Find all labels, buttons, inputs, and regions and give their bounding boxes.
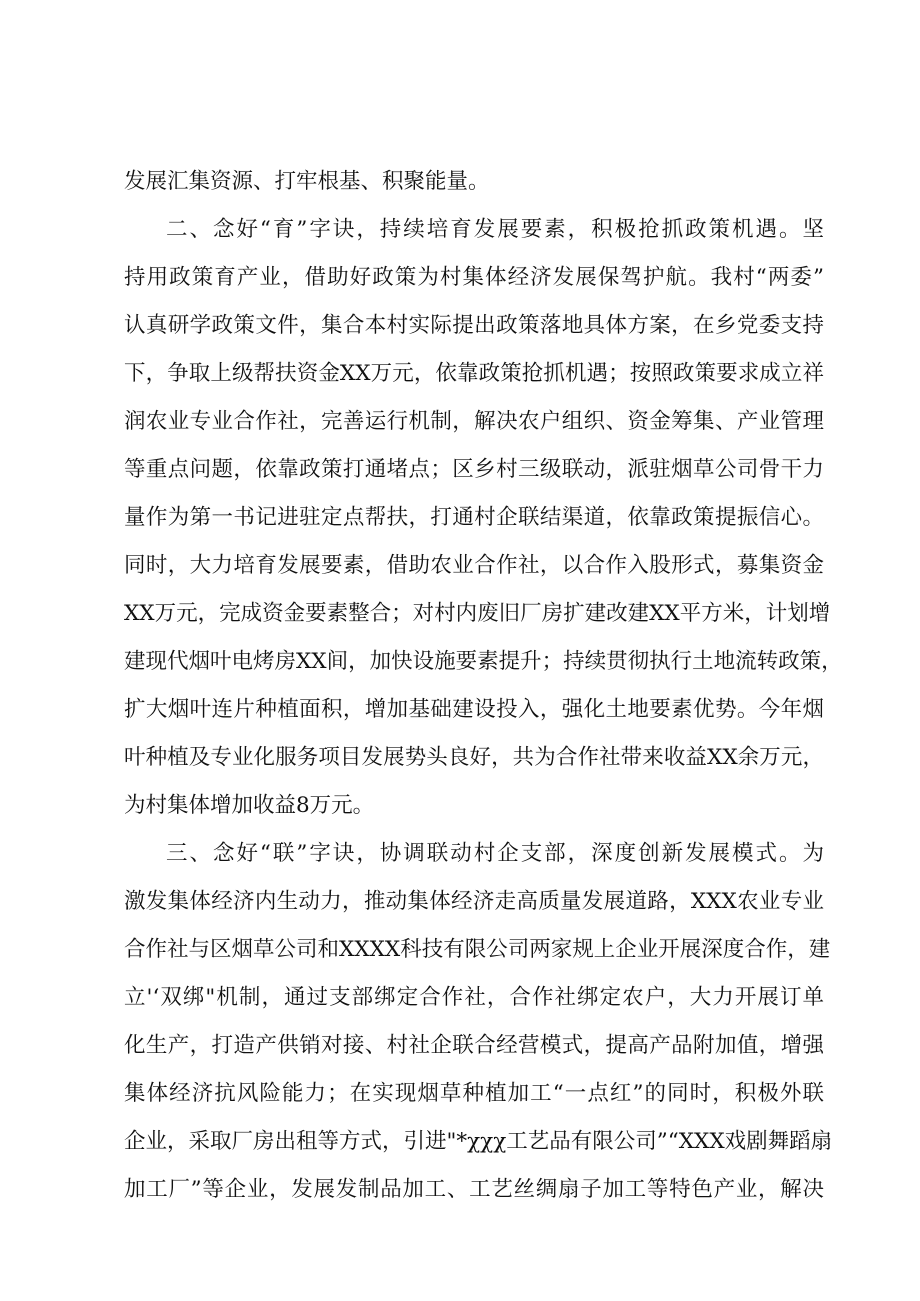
paragraph-3-line-3: 合作社与区烟草公司和XXXX科技有限公司两家规上企业开展深度合作，建 <box>124 937 831 962</box>
paragraph-2-line-2: 持用政策育产业，借助好政策为村集体经济发展保驾护航。我村“两委” <box>124 265 824 290</box>
paragraph-2-line-11: 扩大烟叶连片种植面积，增加基础建设投入，强化土地要素优势。今年烟 <box>124 697 824 722</box>
paragraph-2-line-10: 建现代烟叶电烤房XX间，加快设施要素提升；持续贯彻执行土地流转政策， <box>124 649 843 674</box>
paragraph-2-line-6: 等重点问题，依靠政策打通堵点；区乡村三级联动，派驻烟草公司骨干力 <box>124 457 824 482</box>
paragraph-3-line-2: 激发集体经济内生动力，推动集体经济走高质量发展道路，XXX农业专业 <box>124 889 824 914</box>
paragraph-3-line-4: 立'‘双绑"机制，通过支部绑定合作社，合作社绑定农户，大力开展订单 <box>124 985 824 1010</box>
paragraph-3-line-5: 化生产，打造产供销对接、村社企联合经营模式，提高产品附加值，增强 <box>124 1033 824 1058</box>
paragraph-2-line-7: 量作为第一书记进驻定点帮扶，打通村企联结渠道，依靠政策提振信心。 <box>124 505 824 530</box>
paragraph-2-line-9: XX万元，完成资金要素整合；对村内废旧厂房扩建改建XX平方米，计划增 <box>124 601 831 626</box>
paragraph-2-line-5: 润农业专业合作社，完善运行机制，解决农户组织、资金筹集、产业管理 <box>124 409 824 434</box>
paragraph-2-line-12: 叶种植及专业化服务项目发展势头良好，共为合作社带来收益XX余万元， <box>124 745 824 770</box>
paragraph-2-line-13: 为村集体增加收益8万元。 <box>124 793 375 818</box>
paragraph-3-line-6: 集体经济抗风险能力；在实现烟草种植加工“一点红”的同时，积极外联 <box>124 1081 824 1106</box>
paragraph-2-line-3: 认真研学政策文件，集合本村实际提出政策落地具体方案，在乡党委支持 <box>124 313 824 338</box>
paragraph-2-line-4: 下，争取上级帮扶资金XX万元，依靠政策抢抓机遇；按照政策要求成立祥 <box>124 361 824 386</box>
paragraph-3-line-8: 加工厂”等企业，发展发制品加工、工艺丝绸扇子加工等特色产业，解决 <box>124 1177 824 1202</box>
paragraph-2-line-1: 二、念好“育”字诀，持续培育发展要素，积极抢抓政策机遇。坚 <box>166 217 824 242</box>
paragraph-3-line-7: 企业，采取厂房出租等方式，引进"*χχχ工艺品有限公司”“XXX戏剧舞蹈扇 <box>124 1129 833 1154</box>
paragraph-1-line-1: 发展汇集资源、打牢根基、积聚能量。 <box>124 169 490 194</box>
paragraph-2-line-8: 同时，大力培育发展要素，借助农业合作社，以合作入股形式，募集资金 <box>124 553 824 578</box>
paragraph-3-line-1: 三、念好“联”字诀，协调联动村企支部，深度创新发展模式。为 <box>166 841 824 866</box>
